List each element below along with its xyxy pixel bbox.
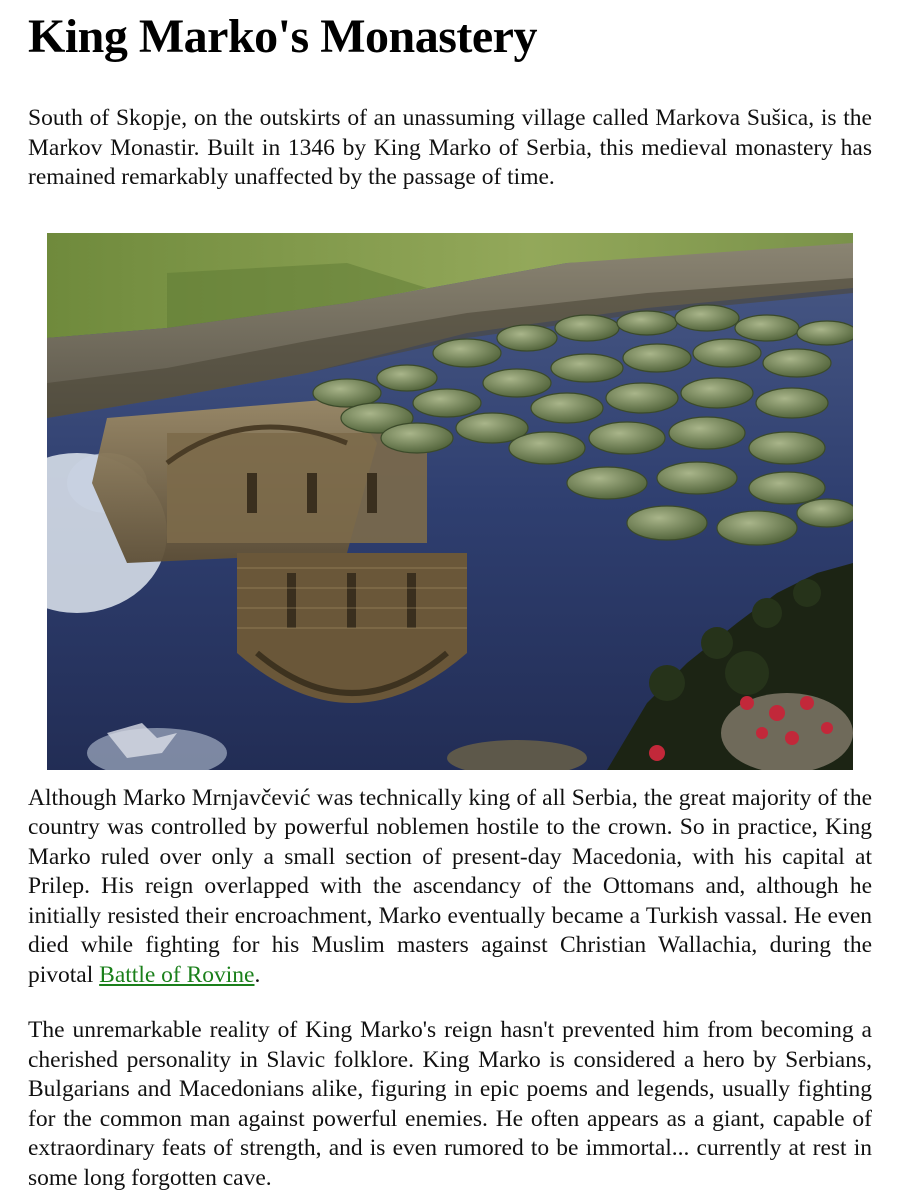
history-paragraph — [28, 784, 872, 991]
article — [28, 0, 872, 1193]
history-paragraph-text: Although Marko Mrnjavčević was technically king of all Serbia, the great majority of the country was controlled by powerful noblemen hostile to the crown. So in practice, King Marko ruled over only a small section of present-day Macedonia, with his capital at Prilep. His reign overlapped with the ascendancy of the Ottomans and, although he initially resisted their encroachment, Marko eventually became a Turkish vassal. He even died while fighting for his Muslim masters against Christian Wallachia, during the pivotal — [28, 784, 872, 988]
history-paragraph-end: . — [254, 961, 261, 988]
intro-paragraph: South of Skopje, on the outskirts of an unassuming village called Markova Sušica, is the Markov Monastir. Built in 1346 by King Marko of Serbia, this medieval monastery has remained remarkably unaffected by the passage of time. — [28, 105, 872, 190]
folklore-paragraph: The unremarkable reality of King Marko's reign hasn't prevented him from becoming a cherished personality in Slavic folklore. King Marko is considered a hero by Serbians, Bulgarians and Macedonians alike, figuring in epic poems and legends, usually fighting for the common man against powerful enemies. He often appears as a giant, capable of extraordinary feats of strength, and is even rumored to be immortal... currently at rest in some long forgotten cave. — [28, 1017, 872, 1191]
pond-reflection-illustration — [47, 233, 853, 770]
monastery-reflection-photo — [47, 233, 853, 770]
article-title: King Marko's Monastery — [28, 10, 537, 63]
battle-of-rovine-link[interactable]: Battle of Rovine — [99, 961, 255, 988]
